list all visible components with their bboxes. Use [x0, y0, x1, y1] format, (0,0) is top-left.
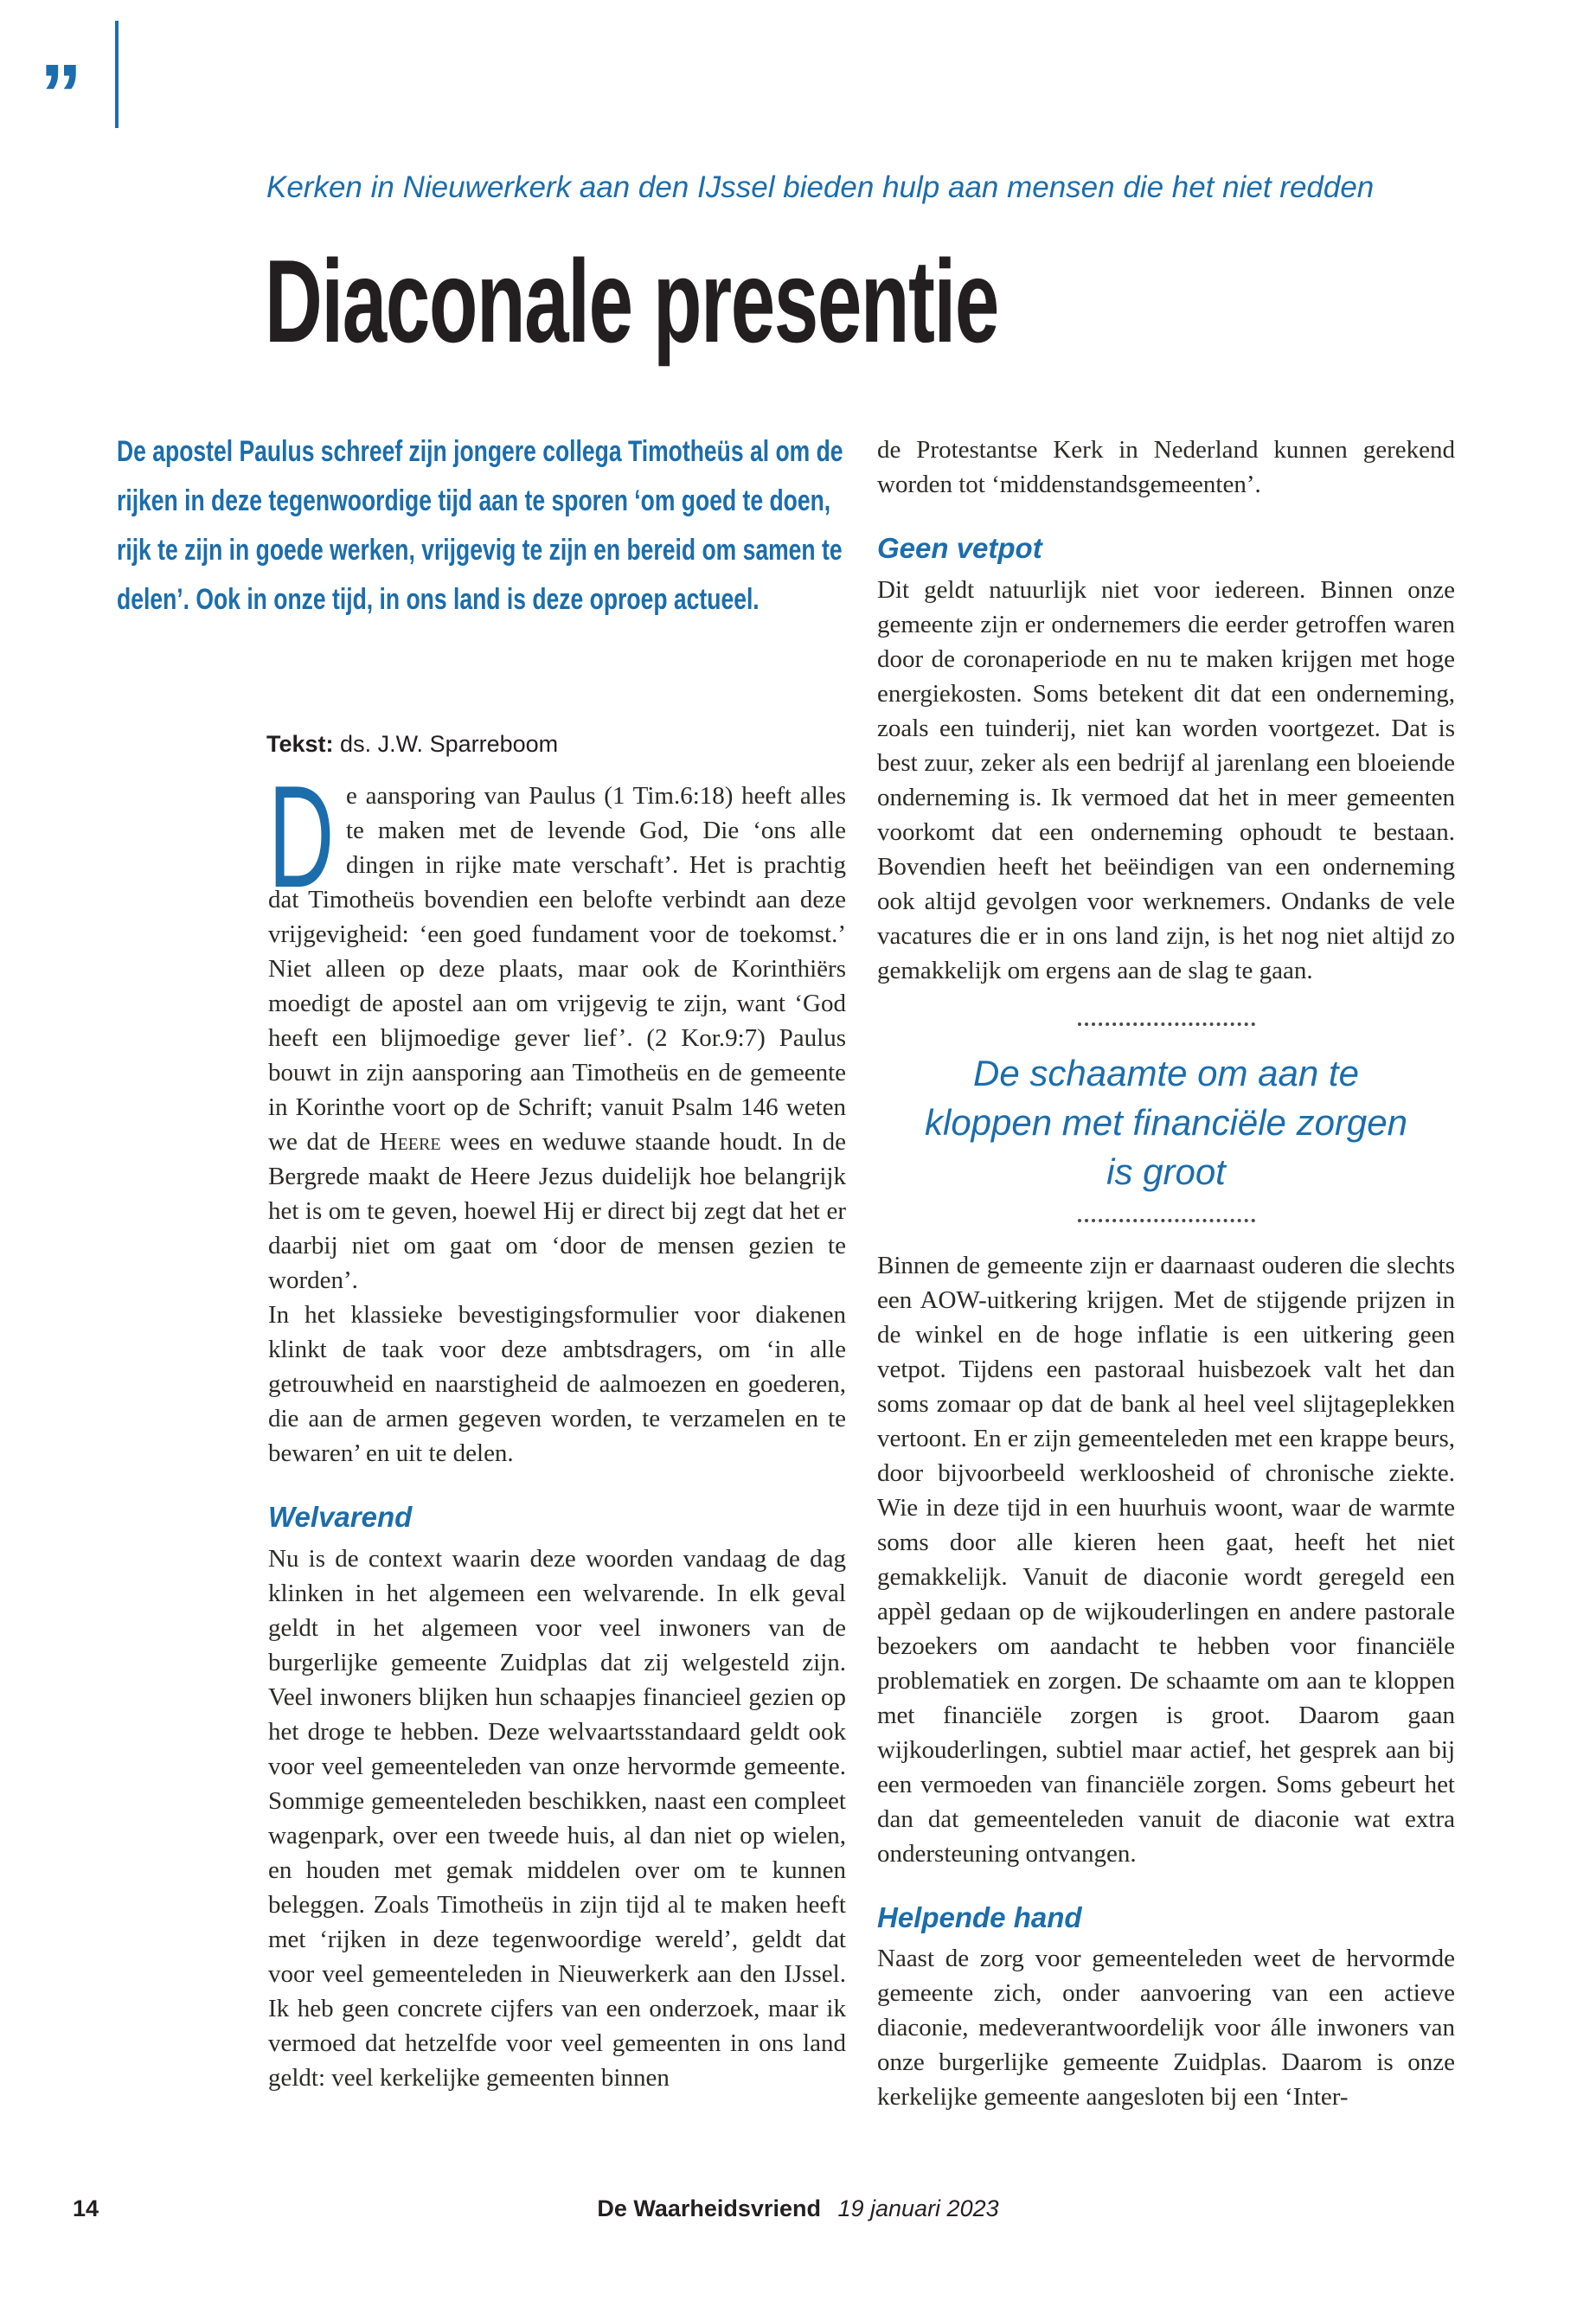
paragraph: Naast de zorg voor gemeenteleden weet de hervormde gemeente zich, onder aanvoering van een actieve diaconie, medeverantwoordelijk voor álle inwoners van onze burgerlijke gemeente Zuidplas. Daarom is onze kerkelijke gemeente aangesloten bij een ‘Inter- — [877, 1945, 1455, 2112]
byline — [266, 731, 558, 758]
section-heading: Helpende hand — [877, 1900, 1082, 1933]
byline-label: Tekst: — [266, 731, 334, 757]
opening-quote-mark-icon: ” — [40, 47, 82, 142]
dotted-separator — [1078, 1022, 1255, 1026]
accent-rule — [115, 21, 119, 128]
pull-quote: De schaamte om aan te kloppen met financiële zorgen is groot — [924, 1052, 1408, 1192]
page-title: Diaconale presentie — [265, 235, 998, 367]
footer — [0, 2195, 1596, 2222]
paragraph: Nu is de context waarin deze woorden vandaag de dag klinken in het algemeen een welvarende. In elk geval geldt in het algemeen voor veel inwoners van de burgerlijke gemeente Zuidplas dat zij welgesteld zijn. Veel inwoners blijken hun schaapjes financieel gezien op het droge te hebben. Deze welvaartsstandaard geldt ook voor veel gemeenteleden van onze hervormde gemeente. Sommige gemeenteleden beschikken, naast een compleet wagenpark, over een tweede huis, al dan niet op wielen, en houden met gemak middelen over om te kunnen beleggen. Zoals Timotheüs in zijn tijd al te maken heeft met ‘rijken in deze tegenwoordige wereld’, geldt dat voor veel gemeenteleden in Nieuwerkerk aan den IJssel. Ik heb geen concrete cijfers van een onderzoek, maar ik vermoed dat hetzelfde voor veel gemeenten in ons land geldt: veel kerkelijke gemeenten binnen — [268, 1544, 846, 2092]
footer-issue-date: 19 januari 2023 — [837, 2195, 999, 2221]
drop-cap: D — [268, 755, 335, 918]
paragraph-text: e aansporing van Paulus (1 Tim.6:18) heeft alles te maken met de levende God, Die ‘ons alle dingen in rijke mate verschaft’. Het is prachtig dat Timotheüs bovendien een belofte verbindt aan deze vrijgevigheid: ‘een goed fundament voor de toekomst.’ Niet alleen op deze plaats, maar ook de Korinthiërs moedigt de apostel aan om vrijgevig te zijn, want ‘God heeft een blijmoedige gever lief’. (2 Kor.9:7) Paulus bouwt in zijn aansporing aan Timotheüs en de gemeente in Korinthe voort op de Schrift; vanuit Psalm 146 weten we dat de — [268, 782, 846, 1156]
dotted-separator — [1078, 1219, 1255, 1222]
small-caps-word: Heere — [379, 1128, 441, 1156]
paragraph-text: wees en weduwe staande houdt. In de Bergrede maakt de Heere Jezus duidelijk hoe belangrijk het is om te geven, hoewel Hij er direct bij zegt dat het er daarbij niet om gaat om ‘door de mensen gezien te worden’. — [268, 1128, 846, 1294]
footer-page-number: 14 — [73, 2195, 99, 2221]
paragraph: de Protestantse Kerk in Nederland kunnen gerekend worden tot ‘middenstandsgemeenten’. — [877, 436, 1455, 498]
author-name: ds. J.W. Sparreboom — [340, 731, 559, 757]
left-column — [268, 755, 846, 2095]
lead-paragraph: De apostel Paulus schreef zijn jongere collega Timotheüs al om de rijken in deze tegenwoordige tijd aan te sporen ‘om goed te doen, rijk te zijn in goede werken, vrijgevig te zijn en bereid om samen te delen’. Ook in onze tijd, in ons land is deze oproep actueel. — [117, 435, 843, 616]
kicker: Kerken in Nieuwerkerk aan den IJssel bieden hulp aan mensen die het niet redden — [266, 170, 1375, 204]
paragraph: In het klassieke bevestigingsformulier voor diakenen klinkt de taak voor deze ambtsdragers, om ‘in alle getrouwheid en naarstigheid de aalmoezen en goederen, die aan de armen gegeven worden, te verzamelen en te bewaren’ en uit te delen. — [268, 1301, 846, 1467]
paragraph — [268, 755, 846, 1298]
pull-quote-block — [877, 1022, 1455, 1222]
paragraph: Binnen de gemeente zijn er daarnaast ouderen die slechts een AOW-uitkering krijgen. Met de stijgende prijzen in de winkel en de hoge inflatie is een uitkering geen vetpot. Tijdens een pastoraal huisbezoek valt het dan soms zomaar op dat de bank al heel veel slijtageplekken vertoont. En er zijn gemeenteleden met een krappe beurs, door bijvoorbeeld werkloosheid of chronische ziekte. Wie in deze tijd in een huurhuis woont, waar de warmte soms door alle kieren heen gaat, heeft het niet gemakkelijk. Vanuit de diaconie wordt geregeld een appèl gedaan op de wijkouderlingen en andere pastorale bezoekers om aandacht te hebben voor financiële problematiek en zorgen. De schaamte om aan te kloppen met financiële zorgen is groot. Daarom gaan wijkouderlingen, subtiel maar actief, het gesprek aan bij een vermoeden van financiële zorgen. Soms gebeurt het dan dat gemeenteleden vanuit de diaconie wat extra ondersteuning ontvangen. — [877, 1251, 1455, 1868]
section-heading: Welvarend — [268, 1501, 413, 1533]
right-column — [877, 433, 1455, 2114]
footer-magazine-name: De Waarheidsvriend — [597, 2195, 821, 2221]
section-heading: Geen vetpot — [877, 532, 1042, 564]
paragraph: Dit geldt natuurlijk niet voor iedereen. Binnen onze gemeente zijn er ondernemers die eerder getroffen waren door de coronaperiode en nu te maken krijgen met hoge energiekosten. Soms betekent dit dat een onderneming, zoals een tuinderij, niet kan worden voortgezet. Dat is best zuur, zeker als een bedrijf al jarenlang een bloeiende onderneming is. Ik vermoed dat het in meer gemeenten voorkomt dat een onderneming ophoudt te bestaan. Bovendien heeft het beëindigen van een onderneming ook altijd gevolgen voor werknemers. Ondanks de vele vacatures die er in ons land zijn, is het nog niet altijd zo gemakkelijk om ergens aan de slag te gaan. — [877, 575, 1455, 984]
